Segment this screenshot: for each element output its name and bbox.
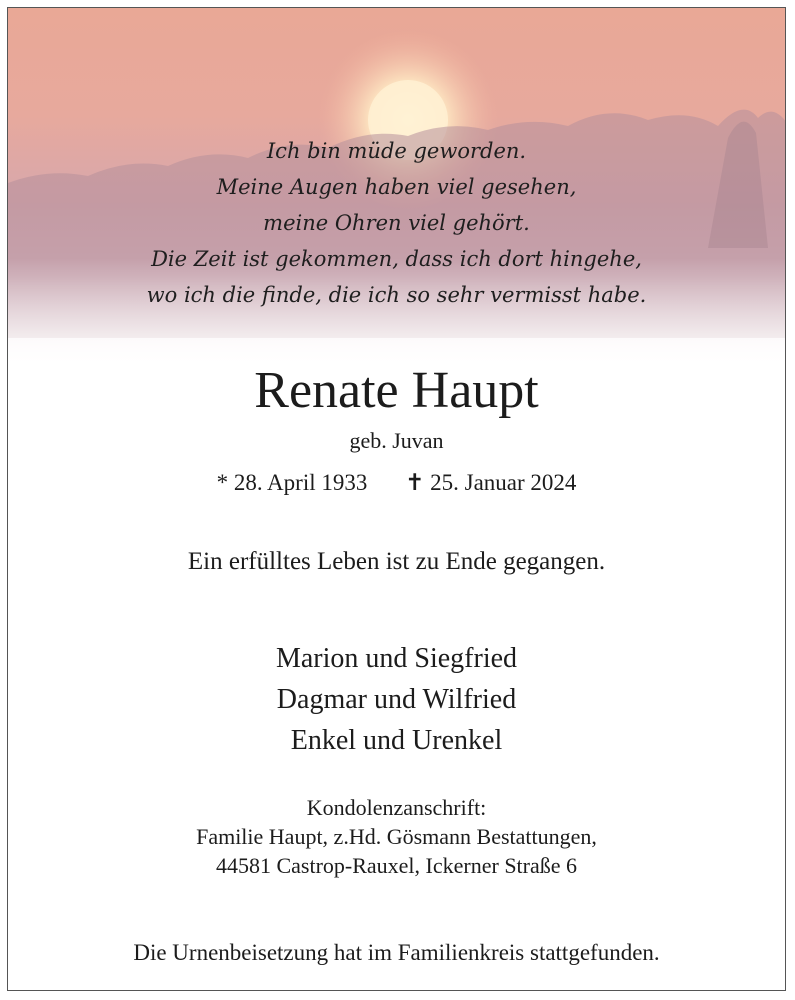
deceased-name: Renate Haupt — [254, 362, 539, 419]
footer-note: Die Urnenbeisetzung hat im Familienkreis stattgefunden. — [133, 940, 660, 965]
mourner-entry: Enkel und Urenkel — [290, 725, 503, 756]
birth-date: * 28. April 1933 — [216, 470, 368, 495]
condolence-line: 44581 Castrop-Rauxel, Ickerner Straße 6 — [215, 853, 578, 878]
mourners-list — [8, 638, 785, 761]
condolence-address — [8, 793, 785, 880]
poem-line: Ich bin müde geworden. — [266, 139, 527, 163]
mourner-entry: Dagmar und Wilfried — [276, 684, 517, 715]
poem-line: Meine Augen haben viel gesehen, — [216, 175, 577, 199]
mourner-entry: Marion und Siegfried — [275, 643, 518, 674]
condolence-line: Familie Haupt, z.Hd. Gösmann Bestattungen, — [196, 824, 597, 849]
poem-line: wo ich die finde, die ich so sehr vermisst habe. — [146, 283, 647, 307]
tagline: Ein erfülltes Leben ist zu Ende gegangen. — [187, 548, 606, 575]
poem-line: meine Ohren viel gehört. — [263, 211, 530, 235]
condolence-heading: Kondolenzanschrift: — [306, 795, 487, 820]
life-dates — [8, 470, 785, 496]
maiden-name: geb. Juvan — [349, 428, 444, 453]
poem — [8, 133, 785, 313]
obituary-frame — [7, 7, 786, 991]
poem-line: Die Zeit ist gekommen, dass ich dort hingehe, — [151, 247, 642, 271]
death-date: ✝ 25. Januar 2024 — [405, 470, 577, 495]
